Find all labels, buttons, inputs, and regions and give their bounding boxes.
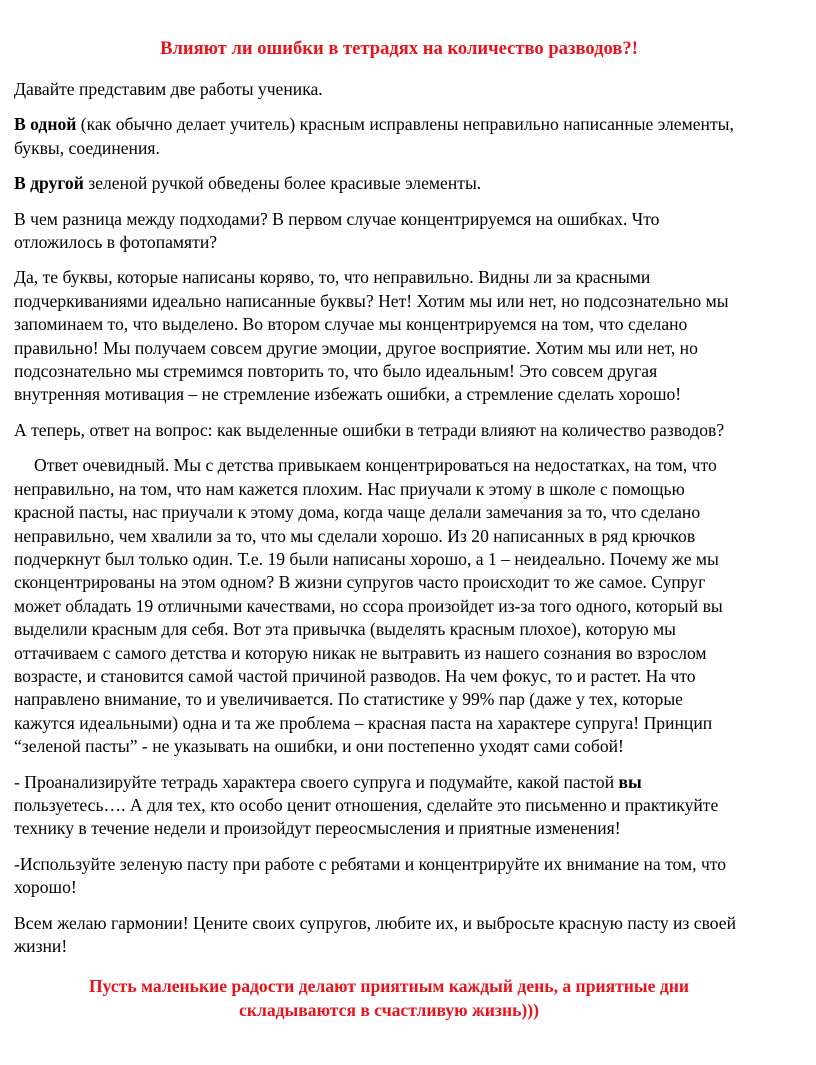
paragraph-text: - Проанализируйте тетрадь характера своего супруга и подумайте, какой пастой bbox=[14, 771, 619, 792]
bold-phrase: вы bbox=[618, 771, 642, 792]
paragraph-advice-2: -Используйте зеленую пасту при работе с ребятами и концентрируйте их внимание на том, что хорошо! bbox=[14, 853, 727, 898]
closing-wish-line-2: складываются в счастливую жизнь))) bbox=[239, 1000, 539, 1021]
closing-wish bbox=[14, 974, 744, 1022]
bold-phrase: В одной bbox=[14, 114, 77, 135]
paragraph-first-work bbox=[14, 113, 744, 160]
document-page bbox=[14, 36, 744, 1022]
paragraph-second-work bbox=[14, 172, 744, 195]
paragraph-text: пользуетесь…. А для тех, кто особо ценит отношения, сделайте это письменно и практикуйте технику в течение недели и произойдут переосмысления и приятные изменения! bbox=[14, 794, 719, 839]
paragraph-main-question: А теперь, ответ на вопрос: как выделенные ошибки в тетради влияют на количество разводов? bbox=[14, 419, 725, 440]
paragraph-advice-1 bbox=[14, 771, 744, 841]
paragraph-explanation: Да, те буквы, которые написаны коряво, то, что неправильно. Видны ли за красными подчеркиваниями идеально написанные буквы? Нет! Хотим мы или нет, но подсознательно мы запоминаем то, что выделено. Во втором случае мы концентрируемся на том, что сделано правильно! Мы получаем совсем другие эмоции, другое восприятие. Хотим мы или нет, но подсознательно мы стремимся повторить то, что было идеальным! Это совсем другая внутренняя мотивация – не стремление избежать ошибки, а стремление сделать хорошо! bbox=[14, 267, 729, 405]
bold-phrase: В другой bbox=[14, 173, 84, 194]
paragraph-question: В чем разница между подходами? В первом случае концентрируемся на ошибках. Что отложилось в фотопамяти? bbox=[14, 208, 660, 253]
paragraph-text: (как обычно делает учитель) красным исправлены неправильно написанные элементы, буквы, соединения. bbox=[14, 114, 734, 158]
paragraph-answer: Ответ очевидный. Мы с детства привыкаем концентрироваться на недостатках, на том, что неправильно, на том, что нам кажется плохим. Нас приучали к этому в школе с помощью красной пасты, нас приучали к этому дома, когда чаще делали замечания за то, что сделано неправильно, чем хвалили за то, что мы сделали хорошо. Из 20 написанных в ряд крючков подчеркнут был только один. Т.е. 19 были написаны хорошо, а 1 – неидеально. Почему же мы сконцентрированы на этом одном? В жизни супругов часто происходит то же самое. Супруг может обладать 19 отличными качествами, но ссора произойдет из-за того одного, который вы выделили красным для себя. Вот эта привычка (выделять красным плохое), которую мы оттачиваем с самого детства и которую никак не вытравить из нашего сознания во взрослом возрасте, и становится самой частой причиной разводов. На чем фокус, то и растет. На что направлено внимание, то и увеличивается. По статистике у 99% пар (даже у тех, которые кажутся идеальными) одна и та же проблема – красная паста на характере супруга! Принцип “зеленой пасты” - не указывать на ошибки, и они постепенно уходят сами собой! bbox=[14, 455, 723, 757]
paragraph-intro: Давайте представим две работы ученика. bbox=[14, 79, 323, 99]
paragraph-text: зеленой ручкой обведены более красивые элементы. bbox=[83, 173, 482, 194]
document-title: Влияют ли ошибки в тетрадях на количество разводов?! bbox=[160, 38, 638, 59]
closing-wish-line-1: Пусть маленькие радости делают приятным каждый день, а приятные дни bbox=[88, 976, 690, 997]
paragraph-closing: Всем желаю гармонии! Цените своих супругов, любите их, и выбросьте красную пасту из своей жизни! bbox=[14, 912, 737, 956]
